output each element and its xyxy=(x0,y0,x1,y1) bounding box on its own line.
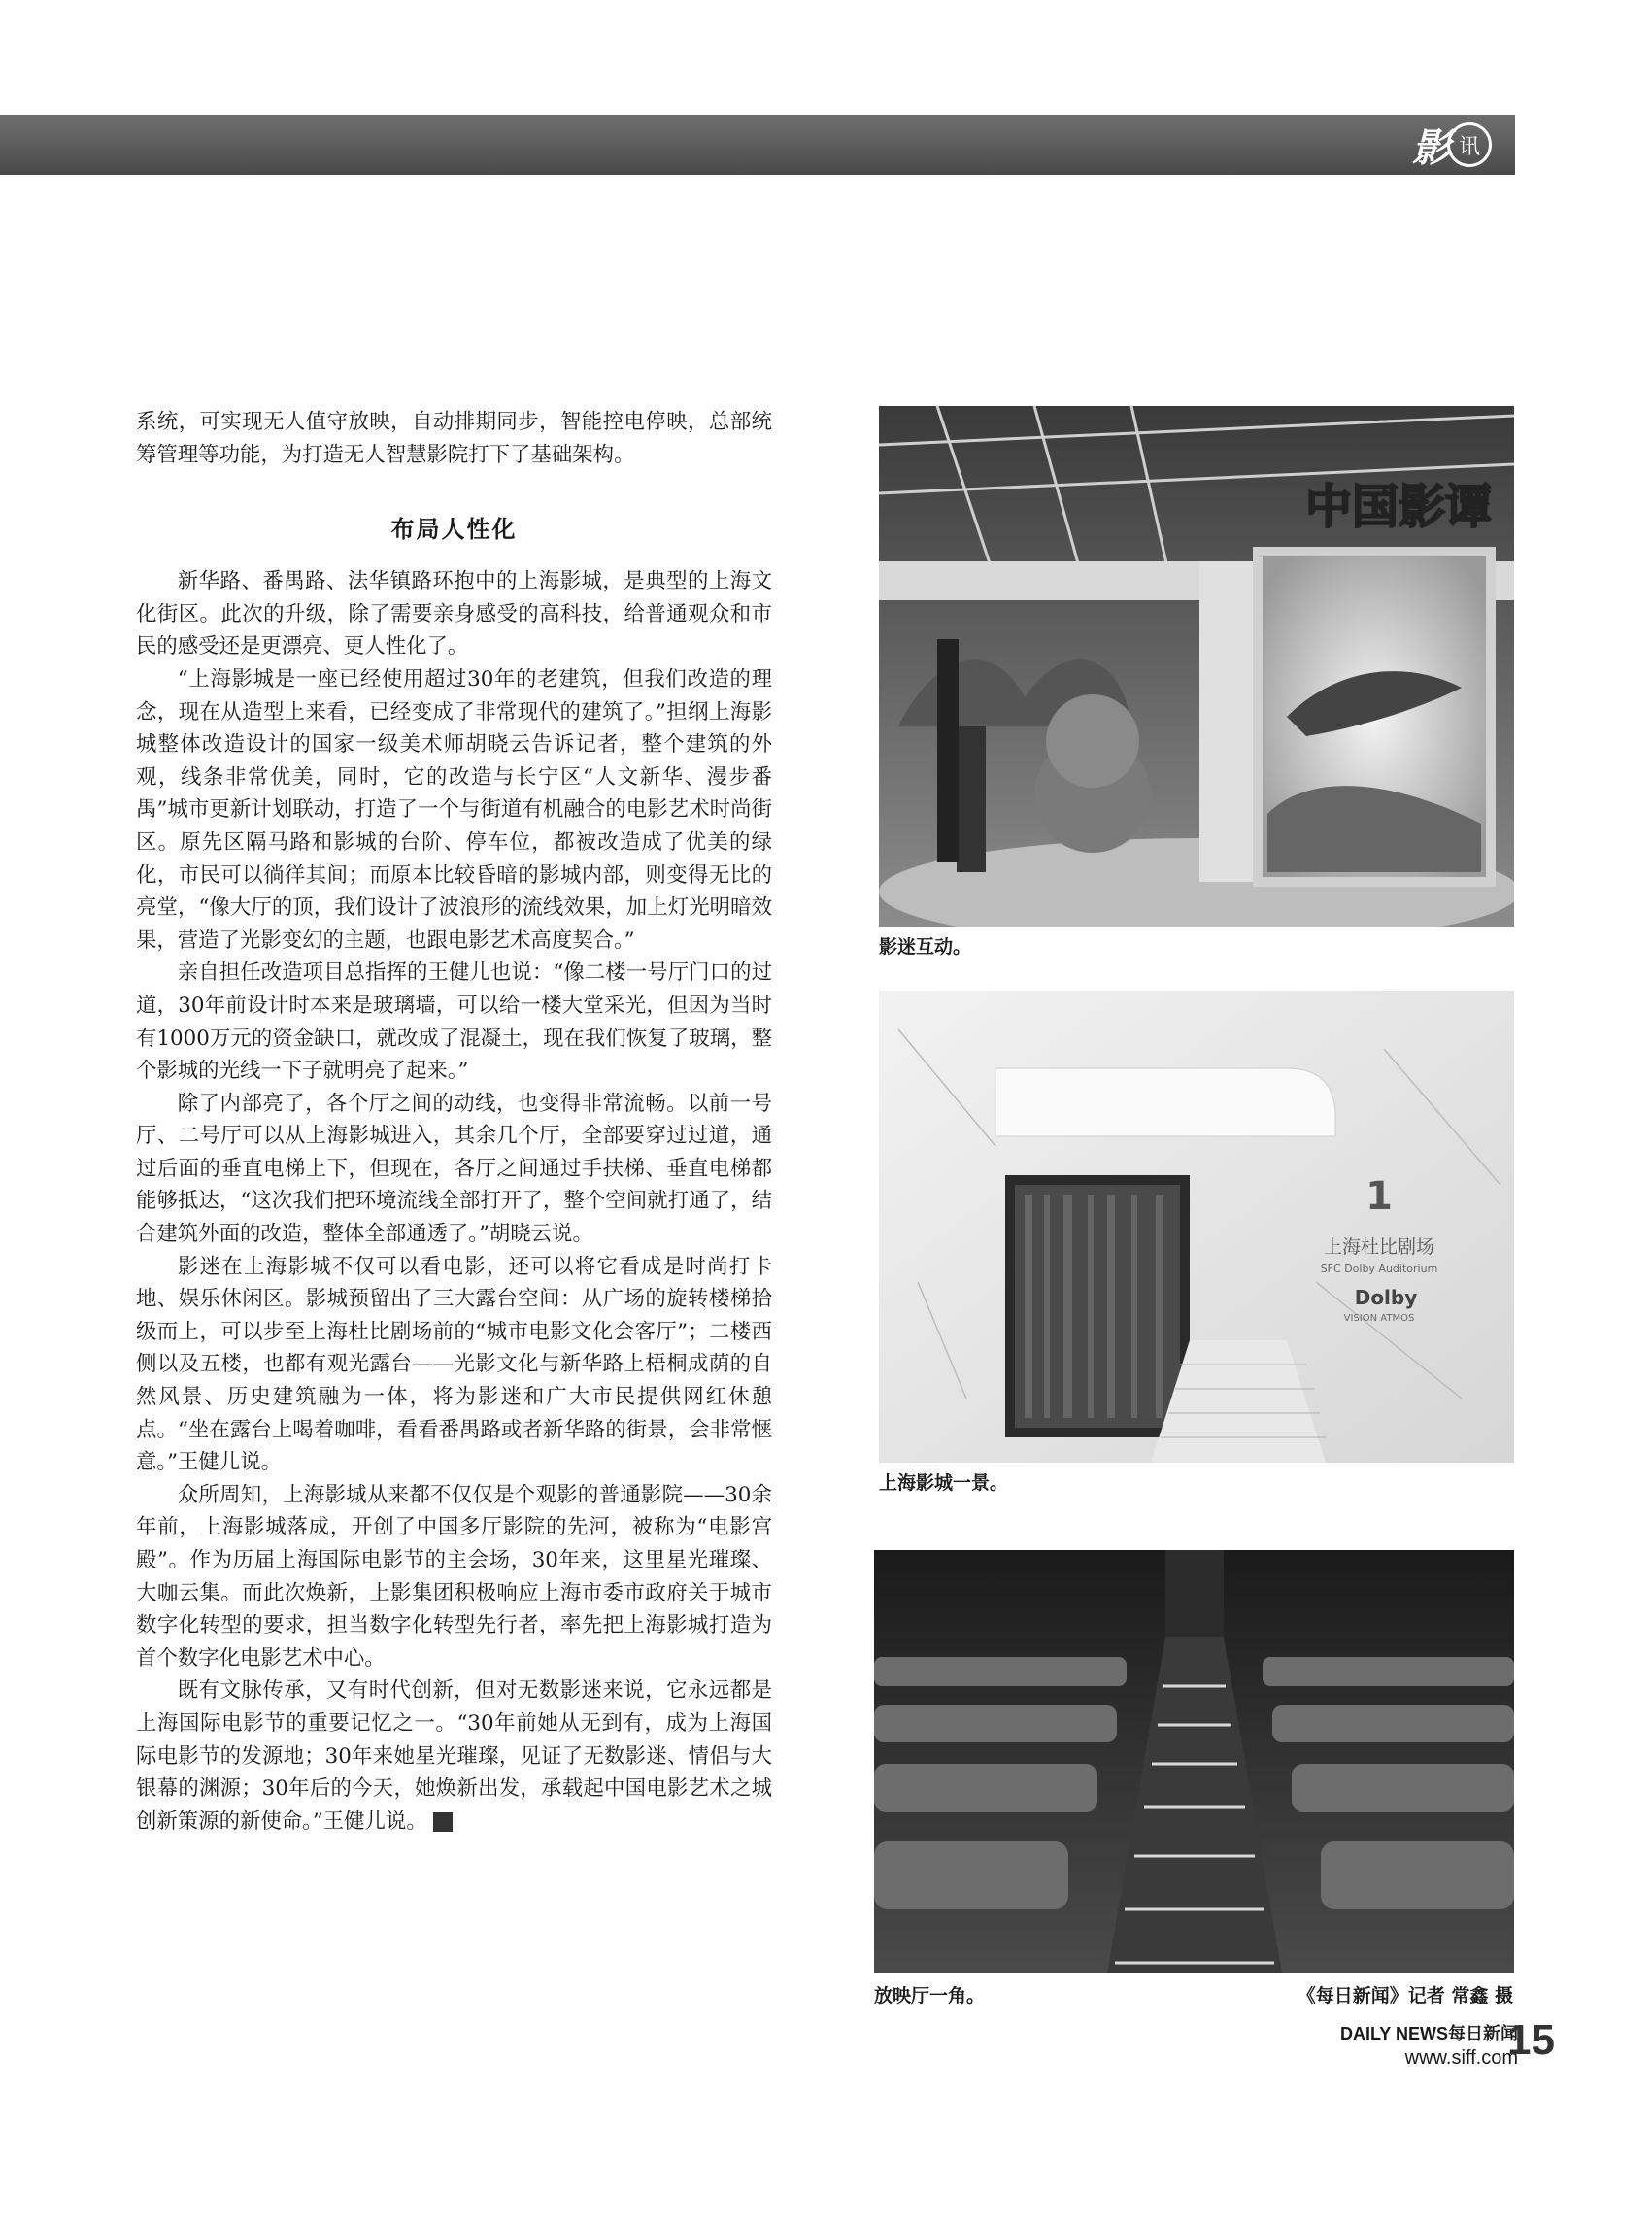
photo-fan-interaction xyxy=(879,406,1514,927)
photo2-sign-number: 1 xyxy=(1365,1174,1393,1219)
article-column xyxy=(136,406,772,1837)
footer-url: www.siff.com xyxy=(1404,2047,1518,2069)
end-mark-icon: ▣ xyxy=(433,1812,453,1832)
section-logo-circle: 讯 xyxy=(1447,122,1492,167)
article-paragraph-text: 既有文脉传承，又有时代创新，但对无数影迷来说，它永远都是上海国际电影节的重要记忆之一。“30年前她从无到有，成为上海国际电影节的发源地；30年来她星光璀璨，见证了无数影迷、情侣与大银幕的渊源；30年后的今天，她焕新出发，承载起中国电影艺术之城创新策源的新使命。”王健儿说。 xyxy=(136,1678,772,1834)
photo2-sign-sub: VISION ATMOS xyxy=(1343,1313,1415,1324)
photo-screening-hall xyxy=(874,1550,1514,1973)
article-paragraph: 影迷在上海影城不仅可以看电影，还可以将它看成是时尚打卡地、娱乐休闲区。影城预留出了三大露台空间：从广场的旋转楼梯拾级而上，可以步至上海杜比剧场前的“城市电影文化会客厅”；二楼西侧以及五楼，也都有观光露台——光影文化与新华路上梧桐成荫的自然风景、历史建筑融为一体，将为影迷和广大市民提供网红休憩点。“坐在露台上喝着咖啡，看看番禺路或者新华路的街景，会非常惬意。”王健儿说。 xyxy=(136,1254,772,1475)
photo2-sign-name: 上海杜比剧场 xyxy=(1323,1236,1435,1258)
photo1-sign-text: 中国影谭 xyxy=(1304,480,1493,534)
article-paragraph: 众所周知，上海影城从来都不仅仅是个观影的普通影院——30余年前，上海影城落成，开创了中国多厅影院的先河，被称为“电影宫殿”。作为历届上海国际电影节的主会场，30年来，这里星光璀璨、大咖云集。而此次焕新，上影集团积极响应上海市委市政府关于城市数字化转型的要求，担当数字化转型先行者，率先把上海影城打造为首个数字化电影艺术中心。 xyxy=(136,1482,772,1670)
photo2-caption: 上海影城一景。 xyxy=(879,1472,1009,1494)
section-heading: 布局人性化 xyxy=(390,516,518,544)
section-logo-glyph: 影 xyxy=(1412,124,1451,171)
photo-cinema-view xyxy=(879,991,1514,1463)
article-paragraph: 新华路、番禺路、法华镇路环抱中的上海影城，是典型的上海文化街区。此次的升级，除了需要亲身感受的高科技，给普通观众和市民的感受还是更漂亮、更人性化了。 xyxy=(136,569,772,659)
photo3-credit: 《每日新闻》记者 常鑫 摄 xyxy=(1297,1985,1513,2006)
page-number: 15 xyxy=(1507,2016,1555,2064)
section-header-band xyxy=(0,115,1515,175)
article-intro: 系统，可实现无人值守放映，自动排期同步，智能控电停映，总部统筹管理等功能，为打造无人智慧影院打下了基础架构。 xyxy=(136,410,772,467)
article-paragraph: “上海影城是一座已经使用超过30年的老建筑，但我们改造的理念，现在从造型上来看，已经变成了非常现代的建筑了。”担纲上海影城整体改造设计的国家一级美术师胡晓云告诉记者，整个建筑的外观，线条非常优美，同时，它的改造与长宁区“人文新华、漫步番禺”城市更新计划联动，打造了一个与街道有机融合的电影艺术时尚街区。原先区隔马路和影城的台阶、停车位，都被改造成了优美的绿化，市民可以徜徉其间；而原本比较昏暗的影城内部，则变得无比的亮堂，“像大厅的顶，我们设计了波浪形的流线效果，加上灯光明暗效果，营造了光影变幻的主题，也跟电影艺术高度契合。” xyxy=(136,666,772,953)
page-footer xyxy=(1340,2020,1518,2070)
footer-brand: DAILY NEWS每日新闻 xyxy=(1339,2024,1518,2043)
article-paragraph: 亲自担任改造项目总指挥的王健儿也说：“像二楼一号厅门口的过道，30年前设计时本来是玻璃墙，可以给一楼大堂采光，但因为当时有1000万元的资金缺口，就改成了混凝土，现在我们恢复了玻璃，整个影城的光线一下子就明亮了起来。” xyxy=(136,961,772,1084)
section-logo xyxy=(1412,120,1492,169)
photo3-caption: 放映厅一角。 xyxy=(874,1985,986,2006)
photo2-sign-brand: Dolby xyxy=(1354,1286,1418,1309)
article-paragraph: 除了内部亮了，各个厅之间的动线，也变得非常流畅。以前一号厅、二号厅可以从上海影城进入，其余几个厅，全部要穿过过道，通过后面的垂直电梯上下，但现在，各厅之间通过手扶梯、垂直电梯都能够抵达，“这次我们把环境流线全部打开了，整个空间就打通了，结合建筑外面的改造，整体全部通透了。”胡晓云说。 xyxy=(136,1091,772,1247)
photo2-sign-en: SFC Dolby Auditorium xyxy=(1320,1263,1438,1275)
photo1-caption: 影迷互动。 xyxy=(879,936,972,958)
article-paragraph xyxy=(136,1674,772,1837)
